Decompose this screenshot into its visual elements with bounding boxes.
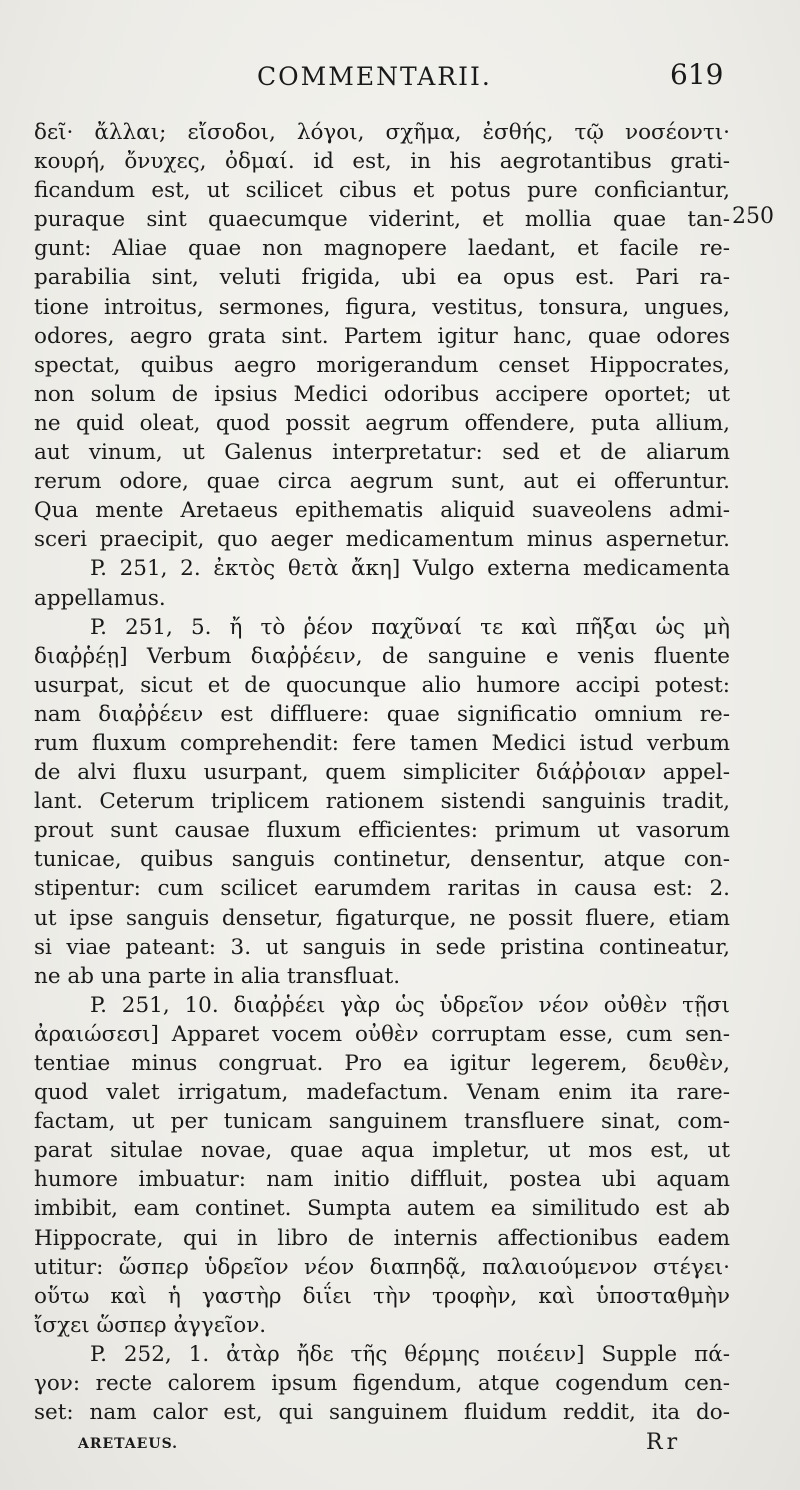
- text-line: P. 252, 1. ἀτὰρ ἤδε τῆς θέρμης ποιέειν] Supple πά-: [90, 1341, 730, 1367]
- text-line: si viae pateant: 3. ut sanguis in sede pristina contineatur,: [34, 934, 730, 960]
- text-line: usurpat, sicut et de quocunque alio humore accipi potest:: [34, 672, 730, 698]
- text-line: prout sunt causae fluxum efficientes: primum ut vasorum: [34, 818, 730, 844]
- text-line: ἀραιώσεσι] Apparet vocem οὐθὲν corruptam esse, cum sen-: [34, 1021, 730, 1047]
- text-line: utitur: ὥσπερ ὑδρεῖον νέον διαπηδᾷ, παλαιούμενον στέγει·: [34, 1254, 730, 1280]
- text-line: P. 251, 10. διαῤῥέει γὰρ ὡς ὑδρεῖον νέον οὐθὲν τῇσι: [90, 992, 730, 1018]
- text-line: parat situlae novae, quae aqua impletur, ut mos est, ut: [34, 1138, 730, 1164]
- page-header: [0, 58, 800, 98]
- text-line: factam, ut per tunicam sanguinem transfluere sinat, com-: [34, 1109, 730, 1135]
- gathering-mark: Rr: [646, 1430, 682, 1455]
- text-line: tione introitus, sermones, figura, vestitus, tonsura, ungues,: [34, 294, 730, 320]
- text-line: Qua mente Aretaeus epithematis aliquid suaveolens admi-: [34, 498, 730, 524]
- text-line: appellamus.: [34, 585, 166, 611]
- text-line: spectat, quibus aegro morigerandum censet Hippocrates,: [34, 352, 730, 378]
- text-line: stipentur: cum scilicet earumdem raritas in causa est: 2.: [34, 876, 730, 902]
- text-line: δεῖ· ἄλλαι; εἴσοδοι, λόγοι, σχῆμα, ἐσθής, τῷ νοσέοντι·: [34, 120, 730, 145]
- text-line: γον: recte calorem ipsum figendum, atque cogendum cen-: [34, 1371, 730, 1397]
- text-line: puraque sint quaecumque viderint, et mollia quae tan-: [34, 207, 730, 233]
- text-line: tentiae minus congruat. Pro ea igitur legerem, δευθὲν,: [34, 1051, 730, 1076]
- text-line: nam διαῤῥέειν est diffluere: quae significatio omnium re-: [34, 701, 730, 727]
- text-line: ne quid oleat, quod possit aegrum offendere, puta allium,: [34, 410, 730, 436]
- text-line: quod valet irrigatum, madefactum. Venam enim ita rare-: [34, 1080, 730, 1106]
- text-line: P. 251, 5. ἤ τὸ ῥέον παχῦναί τε καὶ πῆξαι ὡς μὴ: [90, 614, 730, 640]
- text-line: rum fluxum comprehendit: fere tamen Medici istud verbum: [34, 730, 730, 756]
- page-footer: [0, 1428, 800, 1458]
- text-line: ficandum est, ut scilicet cibus et potus pure conficiantur,: [34, 178, 730, 204]
- text-line: tunicae, quibus sanguis continetur, densentur, atque con-: [34, 847, 730, 873]
- text-line: gunt: Aliae quae non magnopere laedant, et facile re-: [34, 236, 730, 262]
- text-line: lant. Ceterum triplicem rationem sistendi sanguinis tradit,: [34, 789, 730, 815]
- text-line: ut ipse sanguis densetur, figaturque, ne possit fluere, etiam: [34, 905, 730, 931]
- text-line: οὕτω καὶ ἡ γαστὴρ διΐει τὴν τροφὴν, καὶ ὑποσταθμὴν: [34, 1283, 730, 1309]
- text-line: P. 251, 2. ἐκτὸς θετὰ ἄκη] Vulgo externa medicamenta: [90, 556, 730, 582]
- commentary-text: [34, 118, 730, 1427]
- text-line: rerum odore, quae circa aegrum sunt, aut ei offeruntur.: [34, 469, 730, 495]
- text-line: sceri praecipit, quo aeger medicamentum minus aspernetur.: [34, 527, 730, 553]
- page-number: 619: [670, 58, 724, 91]
- text-line: imbibit, eam continet. Sumpta autem ea similitudo est ab: [34, 1196, 730, 1222]
- text-line: ne ab una parte in alia transfluat.: [34, 963, 401, 989]
- margin-line-number: 250: [732, 204, 774, 229]
- text-line: parabilia sint, veluti frigida, ubi ea opus est. Pari ra-: [34, 265, 730, 291]
- text-line: aut vinum, ut Galenus interpretatur: sed et de aliarum: [34, 440, 730, 466]
- text-line: non solum de ipsius Medici odoribus accipere oportet; ut: [34, 381, 730, 407]
- text-line: ἴσχει ὥσπερ ἀγγεῖον.: [34, 1312, 267, 1338]
- text-line: Hippocrate, qui in libro de internis affectionibus eadem: [34, 1225, 730, 1251]
- text-line: κουρή, ὄνυχες, ὀδμαί. id est, in his aegrotantibus grati-: [34, 149, 730, 175]
- text-line: set: nam calor est, qui sanguinem fluidum reddit, ita do-: [34, 1400, 730, 1426]
- running-head: COMMENTARII.: [257, 62, 492, 91]
- text-line: διαῤῥέῃ] Verbum διαῤῥέειν, de sanguine e venis fluente: [34, 643, 730, 669]
- signature-mark: ARETAEUS.: [78, 1436, 179, 1452]
- text-line: humore imbuatur: nam initio diffluit, postea ubi aquam: [34, 1167, 730, 1193]
- text-line: de alvi fluxu usurpant, quem simpliciter διάῤῥοιαν appel-: [34, 760, 730, 786]
- text-line: odores, aegro grata sint. Partem igitur hanc, quae odores: [34, 323, 730, 349]
